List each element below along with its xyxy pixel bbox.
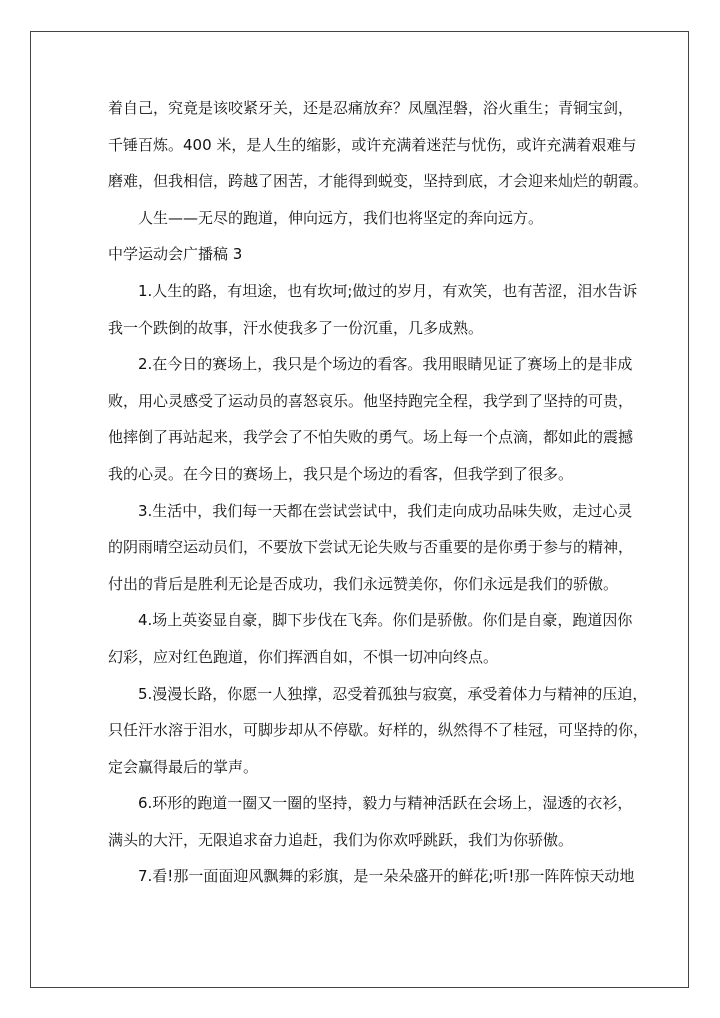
text-line: 幻彩，应对红色跑道，你们挥洒自如，不惧一切冲向终点。 [108, 647, 499, 666]
text-line: 2.在今日的赛场上，我只是个场边的看客。我用眼睛见证了赛场上的是非成 [138, 355, 633, 374]
text-line: 6.环形的跑道一圈又一圈的坚持，毅力与精神活跃在会场上，湿透的衣衫， [138, 794, 633, 813]
text-line: 5.漫漫长路，你愿一人独撑，忍受着孤独与寂寞，承受着体力与精神的压迫， [138, 684, 648, 703]
text-line: 败，用心灵感受了运动员的喜怒哀乐。他坚持跑完全程，我学到了坚持的可贵， [108, 391, 634, 410]
text-line: 满头的大汗，无限追求奋力追赶，我们为你欢呼跳跃，我们为你骄傲。 [108, 830, 574, 849]
text-line: 千锤百炼。400 米，是人生的缩影，或许充满着迷茫与忧伤，或许充满着艰难与 [108, 135, 637, 154]
text-line: 他摔倒了再站起来，我学会了不怕失败的勇气。场上每一个点滴，都如此的震撼 [108, 428, 634, 447]
text-line: 3.生活中，我们每一天都在尝试尝试中，我们走向成功品味失败，走过心灵 [138, 501, 633, 520]
text-line: 人生——无尽的跑道，伸向远方，我们也将坚定的奔向远方。 [138, 208, 544, 227]
text-line: 磨难，但我相信，跨越了困苦，才能得到蜕变，坚持到底，才会迎来灿烂的朝霞。 [108, 172, 649, 191]
text-line: 我的心灵。在今日的赛场上，我只是个场边的看客，但我学到了很多。 [108, 464, 574, 483]
text-line: 4.场上英姿显自豪，脚下步伐在飞奔。你们是骄傲。你们是自豪，跑道因你 [138, 611, 633, 630]
text-line: 7.看!那一面面迎风飘舞的彩旗，是一朵朵盛开的鲜花;听!那一阵阵惊天动地 [138, 867, 635, 886]
text-line: 着自己，究竟是该咬紧牙关，还是忍痛放弃？凤凰涅磐，浴火重生；青铜宝剑， [108, 99, 634, 117]
document-body [108, 90, 649, 895]
text-line: 的阴雨晴空运动员们，不要放下尝试无论失败与否重要的是你勇于参与的精神， [108, 538, 634, 557]
text-line: 定会赢得最后的掌声。 [108, 757, 259, 776]
text-line: 1.人生的路，有坦途，也有坎坷;做过的岁月，有欢笑，也有苦涩，泪水告诉 [138, 281, 638, 300]
text-line: 付出的背后是胜利无论是否成功，我们永远赞美你，你们永远是我们的骄傲。 [108, 574, 619, 593]
text-line: 中学运动会广播稿 3 [108, 245, 243, 264]
text-line: 我一个跌倒的故事，汗水使我多了一份沉重，几多成熟。 [108, 318, 484, 337]
text-line: 只任汗水溶于泪水，可脚步却从不停歇。好样的，纵然得不了桂冠，可坚持的你， [108, 721, 649, 740]
